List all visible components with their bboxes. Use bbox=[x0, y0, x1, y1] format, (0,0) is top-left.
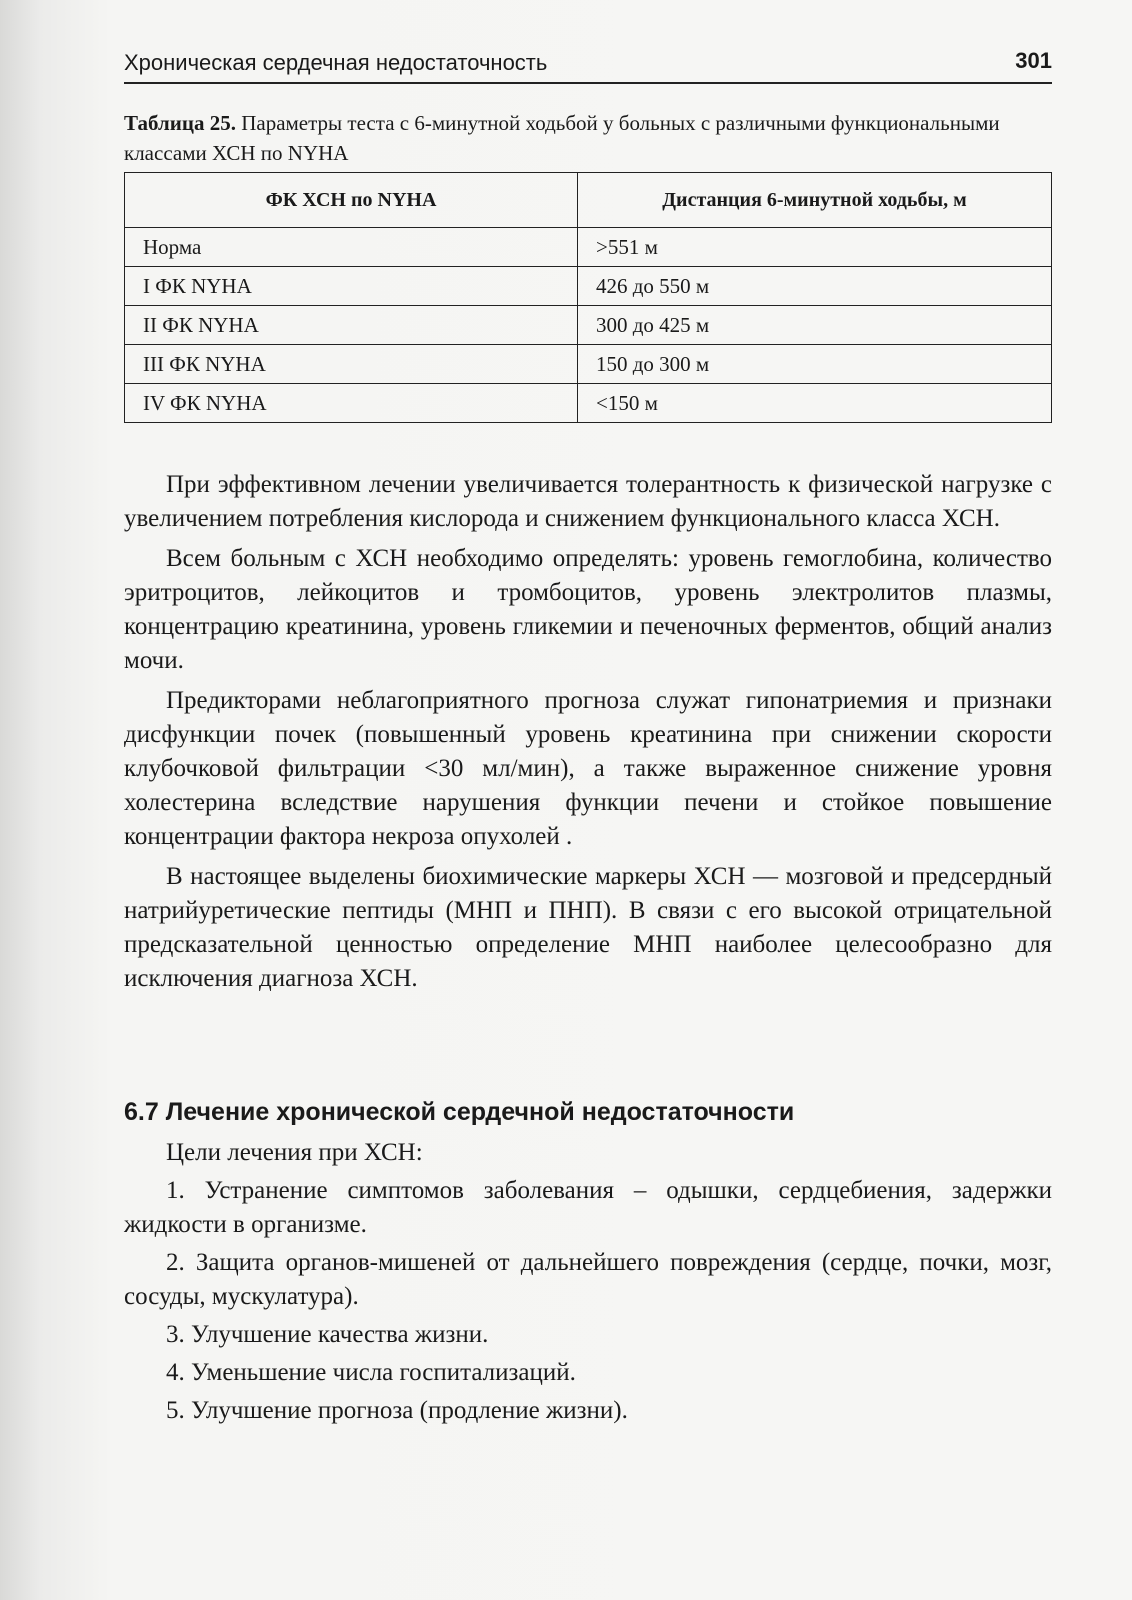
table-cell-class: II ФК NYHA bbox=[125, 306, 578, 345]
table-cell-distance: 300 до 425 м bbox=[578, 306, 1052, 345]
table-cell-distance: >551 м bbox=[578, 228, 1052, 267]
table-row bbox=[125, 345, 1052, 384]
table-cell-distance: 426 до 550 м bbox=[578, 267, 1052, 306]
paragraph: Предикторами неблагоприятного прогноза служат гипонатриемия и признаки дисфункции почек (повышенный уровень креатинина при снижении скорости клубочковой фильтрации <30 мл/мин), а также выраженное снижение уровня холестерина вследствие нарушения функции печени и стойкое повышение концентрации фактора некроза опухолей . bbox=[124, 687, 1052, 850]
running-header bbox=[124, 48, 1052, 84]
header-title: Хроническая сердечная недостаточность bbox=[124, 50, 548, 75]
list-item: 4. Уменьшение числа госпитализаций. bbox=[166, 1359, 576, 1386]
table-caption bbox=[124, 108, 1054, 168]
table-cell-class: I ФК NYHA bbox=[125, 267, 578, 306]
table-cell-distance: 150 до 300 м bbox=[578, 345, 1052, 384]
table-header-row bbox=[125, 173, 1052, 228]
body-text bbox=[124, 468, 1052, 1002]
section-heading: 6.7 Лечение хронической сердечной недостаточности bbox=[124, 1098, 795, 1126]
goals-intro: Цели лечения при ХСН: bbox=[166, 1139, 423, 1166]
table-cell-class: Норма bbox=[125, 228, 578, 267]
list-item: 5. Улучшение прогноза (продление жизни). bbox=[166, 1397, 628, 1424]
table-row bbox=[125, 228, 1052, 267]
table-header-distance: Дистанция 6-минутной ходьбы, м bbox=[578, 173, 1052, 228]
table-cell-distance: <150 м bbox=[578, 384, 1052, 423]
table-cell-class: IV ФК NYHA bbox=[125, 384, 578, 423]
table-row bbox=[125, 384, 1052, 423]
table-caption-text: Параметры теста с 6-минутной ходьбой у больных с различными функциональными классами ХСН по NYHA bbox=[124, 111, 1000, 165]
paragraph: В настоящее выделены биохимические маркеры ХСН — мозговой и предсердный натрийуретические пептиды (МНП и ПНП). В связи с его высокой отрицательной предсказательной ценностью определение МНП наиболее целесообразно для исключения диагноза ХСН. bbox=[124, 863, 1052, 992]
list-item: 1. Устранение симптомов заболевания – одышки, сердцебиения, задержки жидкости в организме. bbox=[124, 1177, 1052, 1238]
list-item: 2. Защита органов-мишеней от дальнейшего повреждения (сердце, почки, мозг, сосуды, мускулатура). bbox=[124, 1249, 1052, 1310]
paragraph: Всем больным с ХСН необходимо определять: уровень гемоглобина, количество эритроцитов, лейкоцитов и тромбоцитов, уровень электролитов плазмы, концентрацию креатинина, уровень гликемии и печеночных ферментов, общий анализ мочи. bbox=[124, 545, 1052, 674]
list-item: 3. Улучшение качества жизни. bbox=[166, 1321, 489, 1348]
page-number: 301 bbox=[1015, 48, 1052, 73]
paragraph: При эффективном лечении увеличивается толерантность к физической нагрузке с увеличением потребления кислорода и снижением функционального класса ХСН. bbox=[124, 471, 1052, 532]
table-header-class: ФК ХСН по NYHA bbox=[125, 173, 578, 228]
table-row bbox=[125, 306, 1052, 345]
table-row bbox=[125, 267, 1052, 306]
table-cell-class: III ФК NYHA bbox=[125, 345, 578, 384]
treatment-goals bbox=[124, 1136, 1052, 1432]
walk-test-table bbox=[124, 172, 1052, 423]
table-caption-label: Таблица 25. bbox=[124, 111, 236, 135]
